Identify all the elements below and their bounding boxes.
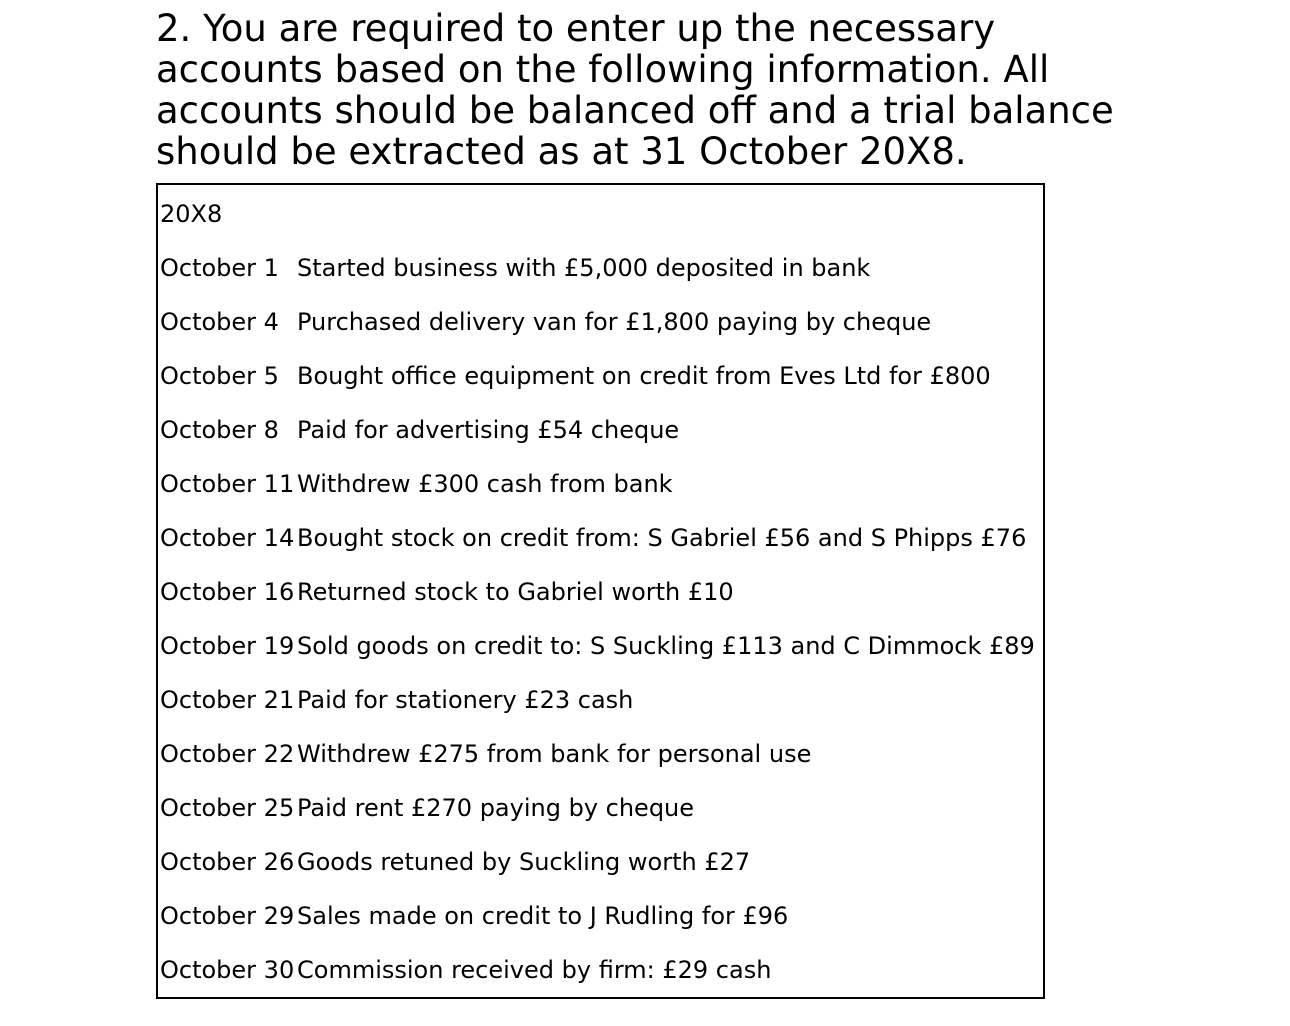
question-text: [156, 8, 1156, 172]
entry-description: Paid rent £270 paying by cheque: [297, 794, 695, 822]
table-row: [158, 727, 1043, 781]
entry-date: October 30: [160, 956, 295, 984]
entry-date: October 19: [160, 632, 295, 660]
entry-date: October 14: [160, 524, 295, 552]
transactions-table: [156, 183, 1045, 999]
entry-description: Withdrew £300 cash from bank: [297, 470, 673, 498]
entry-description: Sales made on credit to J Rudling for £96: [297, 902, 789, 930]
entry-date: October 1: [160, 254, 279, 282]
table-row: [158, 835, 1043, 889]
question-line: 2. You are required to enter up the necessary: [156, 7, 996, 50]
entry-date: October 29: [160, 902, 295, 930]
question-line: accounts based on the following information. All: [156, 48, 1050, 91]
entry-date: October 25: [160, 794, 295, 822]
table-row: [158, 295, 1043, 349]
table-row: [158, 781, 1043, 835]
table-row: [158, 673, 1043, 727]
entry-description: Commission received by firm: £29 cash: [297, 956, 772, 984]
question-line: accounts should be balanced off and a trial balance: [156, 89, 1114, 132]
table-row: [158, 943, 1043, 997]
entry-description: Goods retuned by Suckling worth £27: [297, 848, 751, 876]
table-row: [158, 511, 1043, 565]
entry-description: Started business with £5,000 deposited in bank: [297, 254, 871, 282]
table-row: [158, 403, 1043, 457]
entry-description: Bought stock on credit from: S Gabriel £56 and S Phipps £76: [297, 524, 1027, 552]
year-row: [158, 187, 1043, 241]
entry-date: October 8: [160, 416, 279, 444]
entry-date: October 4: [160, 308, 279, 336]
year-label: 20X8: [160, 200, 223, 228]
entry-description: Sold goods on credit to: S Suckling £113 and C Dimmock £89: [297, 632, 1035, 660]
table-row: [158, 241, 1043, 295]
table-row: [158, 619, 1043, 673]
entry-description: Purchased delivery van for £1,800 paying by cheque: [297, 308, 932, 336]
table-row: [158, 889, 1043, 943]
entry-date: October 11: [160, 470, 295, 498]
entry-date: October 16: [160, 578, 295, 606]
table-row: [158, 349, 1043, 403]
entry-date: October 22: [160, 740, 295, 768]
table-row: [158, 457, 1043, 511]
entry-date: October 26: [160, 848, 295, 876]
table-row: [158, 565, 1043, 619]
entry-description: Paid for stationery £23 cash: [297, 686, 634, 714]
entry-description: Returned stock to Gabriel worth £10: [297, 578, 734, 606]
entry-description: Paid for advertising £54 cheque: [297, 416, 680, 444]
entry-description: Bought office equipment on credit from Eves Ltd for £800: [297, 362, 991, 390]
question-line: should be extracted as at 31 October 20X8.: [156, 130, 967, 173]
entry-date: October 21: [160, 686, 295, 714]
entry-date: October 5: [160, 362, 279, 390]
entry-description: Withdrew £275 from bank for personal use: [297, 740, 812, 768]
